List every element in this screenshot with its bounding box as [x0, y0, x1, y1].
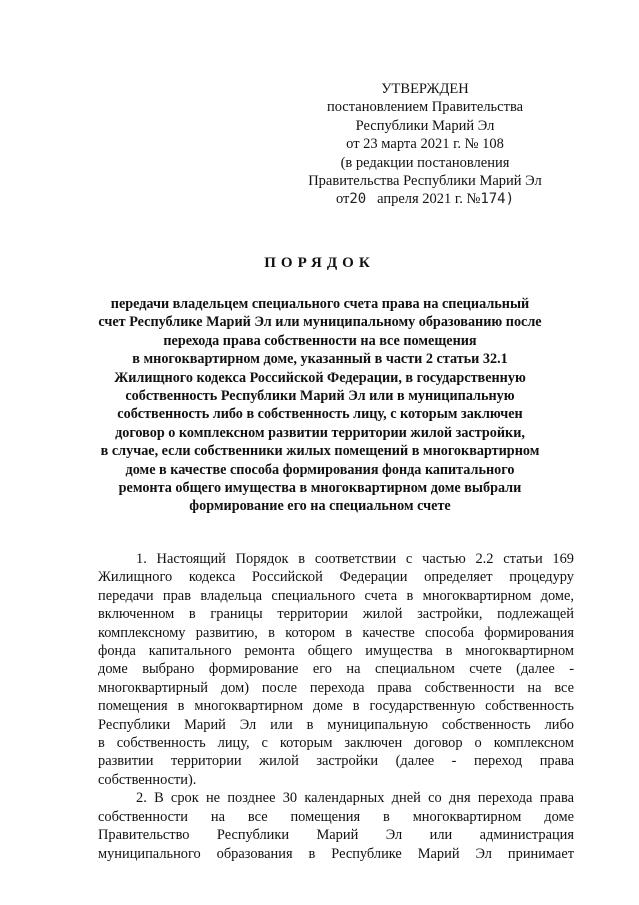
amendment-month-year: апреля 2021 г. №: [377, 191, 481, 208]
paragraph-line: развитии территории жилой застройки (далее - переход права: [98, 753, 574, 770]
paragraph-line: включенном в границы территории жилой застройки, подлежащей: [98, 606, 574, 623]
paragraph-line: собственности).: [98, 771, 197, 788]
paragraph-line: передачи прав владельца специального счета в многоквартирном доме,: [98, 587, 574, 604]
subtitle-line: в случае, если собственники жилых помещений в многоквартирном: [100, 443, 540, 460]
paragraph-line: Правительство Республики Марий Эл или администрация: [98, 827, 574, 844]
paragraph-line: Республики Марий Эл или в муниципальную собственность либо: [98, 716, 574, 733]
paragraph-line: доме выбрано формирование его на специальном счете (далее -: [98, 661, 574, 678]
subtitle-line: формирование его на специальном счете: [189, 498, 451, 515]
approval-government: Правительства Республики Марий Эл: [308, 173, 542, 190]
approval-edition: (в редакции постановления: [340, 154, 510, 171]
subtitle-line: договор о комплексном развитии территории жилой застройки,: [115, 424, 525, 441]
subtitle-line: перехода права собственности на все помещения: [163, 332, 477, 349]
subtitle-line: счет Республике Марий Эл или муниципальному образованию после: [98, 314, 542, 331]
subtitle-line: передачи владельцем специального счета права на специальный: [110, 296, 530, 312]
paragraph-line: многоквартирный дом) после перехода права собственности на все: [98, 679, 574, 696]
paragraph-line: Жилищного кодекса Российской Федерации определяет процедуру: [98, 569, 574, 586]
amendment-prefix: от: [335, 191, 350, 208]
paragraph-2: [98, 789, 574, 863]
paragraph-line: комплексному развитию, в котором в качестве способа формирования: [98, 624, 574, 641]
approval-date: от 23 марта 2021 г. № 108: [346, 136, 504, 153]
subtitle-line: Жилищного кодекса Российской Федерации, в государственную: [114, 369, 526, 386]
approval-stamp: [300, 80, 550, 209]
subtitle-line: доме в качестве способа формирования фонда капитального: [125, 461, 515, 478]
amendment-number: 174: [480, 191, 506, 208]
document-title: ПОРЯДОК: [264, 255, 375, 271]
subtitle-line: в многоквартирном доме, указанный в части 2 статьи 32.1: [132, 351, 508, 368]
paragraph-line: помещения в многоквартирном доме в государственную собственность: [98, 698, 574, 715]
paragraph-line: муниципального образования в Республике Марий Эл принимает: [98, 845, 574, 862]
document-subtitle: [80, 295, 560, 516]
amendment-day: 20: [349, 191, 367, 208]
approval-republic: Республики Марий Эл: [355, 117, 495, 134]
paragraph-line: 2. В срок не позднее 30 календарных дней со дня перехода права: [136, 790, 574, 807]
paragraph-line: фонда капитального ремонта общего имущества в многоквартирном: [98, 643, 574, 660]
paragraph-line: 1. Настоящий Порядок в соответствии с частью 2.2 статьи 169: [136, 551, 574, 567]
approval-amendment-date: [300, 190, 550, 208]
approval-heading: УТВЕРЖДЕН: [381, 81, 469, 97]
paragraph-1: [98, 550, 574, 789]
paragraph-line: собственности на все помещения в многоквартирном доме: [98, 808, 574, 825]
subtitle-line: ремонта общего имущества в многоквартирном доме выбрали: [118, 480, 522, 497]
document-body: [98, 550, 574, 863]
paragraph-line: в собственность лицу, с которым заключен договор о комплексном: [98, 735, 574, 752]
subtitle-line: собственность либо в собственность лицу, с которым заключен: [117, 406, 523, 423]
approval-resolution: постановлением Правительства: [326, 99, 524, 116]
subtitle-line: собственность Республики Марий Эл или в муниципальную: [125, 388, 515, 405]
amendment-close-paren: ): [505, 191, 515, 208]
